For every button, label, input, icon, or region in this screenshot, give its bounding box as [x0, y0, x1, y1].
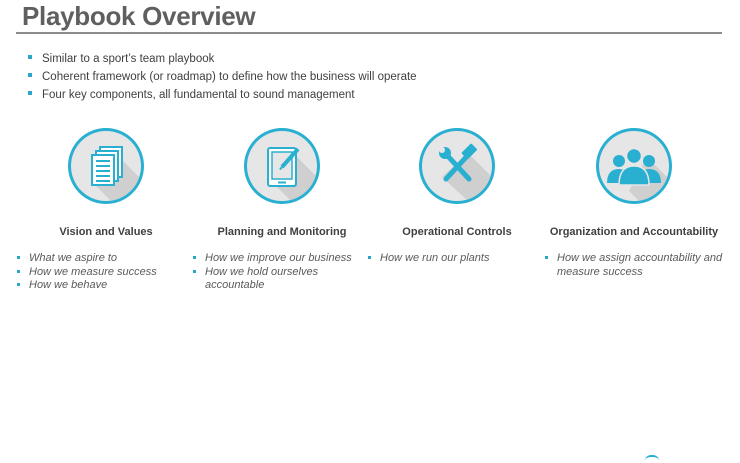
- component-heading: Organization and Accountability: [549, 226, 719, 238]
- tools-icon: [419, 128, 495, 204]
- intro-bullet: Similar to a sport’s team playbook: [28, 50, 417, 68]
- component-heading: Planning and Monitoring: [217, 226, 347, 238]
- slide-title: Playbook Overview: [22, 1, 256, 31]
- component-item-list: [17, 252, 197, 293]
- people-group-icon: [596, 128, 672, 204]
- intro-bullet: Coherent framework (or roadmap) to define how the business will operate: [28, 68, 417, 86]
- component-item: How we run our plants: [368, 252, 548, 266]
- footer-logo-fragment: [645, 455, 659, 463]
- documents-icon: [68, 128, 144, 204]
- component-heading: Vision and Values: [59, 226, 153, 238]
- intro-bullet: Four key components, all fundamental to sound management: [28, 86, 417, 104]
- component-item: What we aspire to: [17, 252, 197, 266]
- component-item: How we assign accountability and measure success: [545, 252, 725, 279]
- component-item: How we measure success: [17, 266, 197, 280]
- component-item-list: [193, 252, 373, 293]
- component-item: How we behave: [17, 279, 197, 293]
- component-item-list: [368, 252, 548, 266]
- component-item: How we improve our business: [193, 252, 373, 266]
- component-item-list: [545, 252, 725, 279]
- component-heading: Operational Controls: [402, 226, 512, 238]
- intro-bullet-list: [28, 50, 417, 104]
- title-divider: [16, 32, 722, 34]
- component-item: How we hold ourselves accountable: [193, 266, 373, 293]
- tablet-pen-icon: [244, 128, 320, 204]
